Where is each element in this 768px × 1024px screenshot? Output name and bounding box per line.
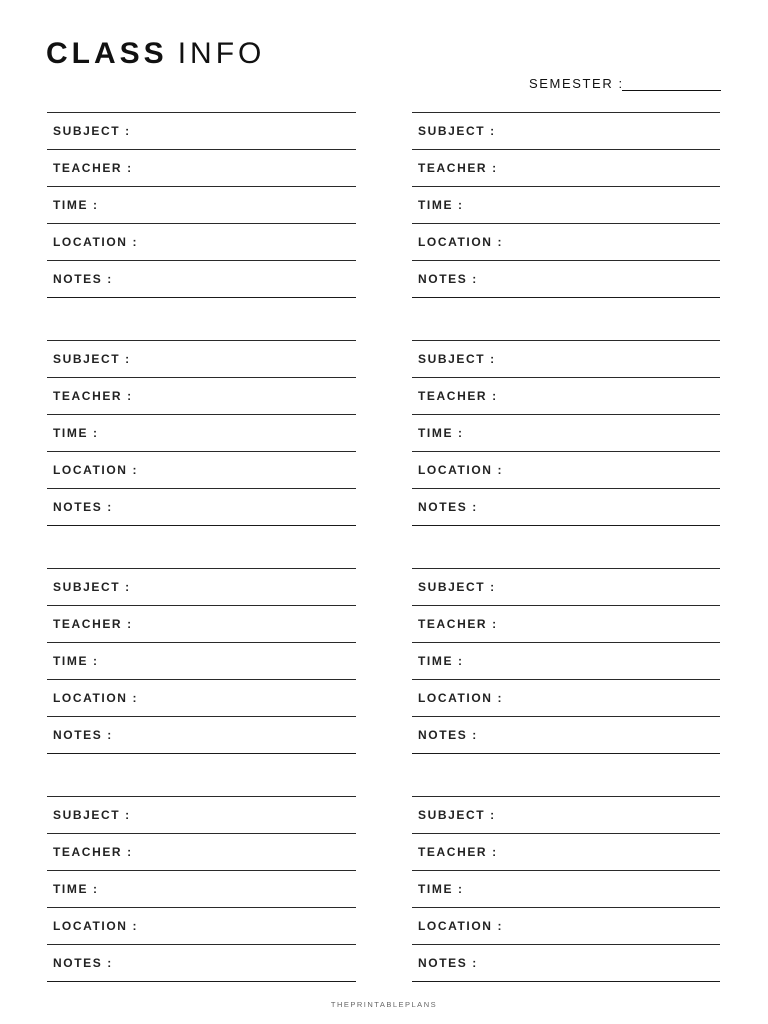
time-label: TIME : [418, 426, 464, 440]
subject-label: SUBJECT : [53, 580, 131, 594]
time-field[interactable] [412, 871, 720, 908]
notes-field[interactable] [47, 489, 356, 526]
time-field[interactable] [412, 643, 720, 680]
teacher-label: TEACHER : [53, 617, 133, 631]
time-label: TIME : [418, 654, 464, 668]
location-label: LOCATION : [53, 235, 139, 249]
title-bold: CLASS [46, 37, 168, 70]
notes-field[interactable] [47, 945, 356, 982]
title-light: INFO [177, 37, 266, 70]
location-label: LOCATION : [53, 691, 139, 705]
page-title [46, 36, 265, 72]
time-field[interactable] [47, 415, 356, 452]
location-field[interactable] [47, 224, 356, 261]
location-field[interactable] [47, 452, 356, 489]
notes-field[interactable] [412, 489, 720, 526]
teacher-label: TEACHER : [418, 161, 498, 175]
notes-field[interactable] [412, 717, 720, 754]
time-field[interactable] [47, 871, 356, 908]
notes-label: NOTES : [418, 500, 478, 514]
time-field[interactable] [47, 187, 356, 224]
location-field[interactable] [412, 680, 720, 717]
subject-label: SUBJECT : [418, 808, 496, 822]
notes-label: NOTES : [418, 956, 478, 970]
teacher-field[interactable] [47, 606, 356, 643]
notes-label: NOTES : [53, 272, 113, 286]
subject-field[interactable] [47, 341, 356, 378]
subject-field[interactable] [412, 113, 720, 150]
time-label: TIME : [418, 198, 464, 212]
teacher-label: TEACHER : [53, 161, 133, 175]
class-block [47, 796, 356, 982]
subject-label: SUBJECT : [418, 124, 496, 138]
time-field[interactable] [412, 187, 720, 224]
location-field[interactable] [47, 680, 356, 717]
notes-label: NOTES : [53, 956, 113, 970]
subject-field[interactable] [47, 113, 356, 150]
teacher-label: TEACHER : [418, 617, 498, 631]
footer-brand: THEPRINTABLEPLANS [330, 1000, 438, 1009]
class-block [47, 112, 356, 298]
subject-label: SUBJECT : [53, 124, 131, 138]
time-label: TIME : [53, 426, 99, 440]
location-label: LOCATION : [418, 463, 504, 477]
subject-field[interactable] [412, 569, 720, 606]
time-label: TIME : [53, 882, 99, 896]
time-label: TIME : [418, 882, 464, 896]
notes-label: NOTES : [418, 272, 478, 286]
teacher-field[interactable] [412, 150, 720, 187]
notes-label: NOTES : [418, 728, 478, 742]
class-block [47, 340, 356, 526]
location-label: LOCATION : [53, 463, 139, 477]
subject-field[interactable] [47, 569, 356, 606]
subject-field[interactable] [412, 797, 720, 834]
time-label: TIME : [53, 198, 99, 212]
class-blocks-grid [47, 112, 720, 982]
location-label: LOCATION : [418, 691, 504, 705]
semester-label: SEMESTER : [529, 76, 624, 91]
class-block [412, 340, 720, 526]
teacher-field[interactable] [47, 834, 356, 871]
subject-field[interactable] [412, 341, 720, 378]
class-block [412, 112, 720, 298]
semester-field[interactable] [529, 76, 624, 92]
time-label: TIME : [53, 654, 99, 668]
notes-label: NOTES : [53, 728, 113, 742]
notes-field[interactable] [412, 261, 720, 298]
teacher-field[interactable] [412, 378, 720, 415]
subject-label: SUBJECT : [53, 352, 131, 366]
notes-label: NOTES : [53, 500, 113, 514]
semester-write-line[interactable] [622, 90, 721, 91]
teacher-label: TEACHER : [53, 845, 133, 859]
location-field[interactable] [412, 452, 720, 489]
location-label: LOCATION : [418, 919, 504, 933]
location-field[interactable] [412, 908, 720, 945]
time-field[interactable] [412, 415, 720, 452]
location-field[interactable] [412, 224, 720, 261]
location-field[interactable] [47, 908, 356, 945]
time-field[interactable] [47, 643, 356, 680]
location-label: LOCATION : [418, 235, 504, 249]
notes-field[interactable] [47, 261, 356, 298]
teacher-field[interactable] [47, 378, 356, 415]
teacher-label: TEACHER : [53, 389, 133, 403]
class-block [47, 568, 356, 754]
teacher-label: TEACHER : [418, 845, 498, 859]
class-block [412, 568, 720, 754]
subject-field[interactable] [47, 797, 356, 834]
teacher-field[interactable] [47, 150, 356, 187]
notes-field[interactable] [47, 717, 356, 754]
location-label: LOCATION : [53, 919, 139, 933]
subject-label: SUBJECT : [53, 808, 131, 822]
class-block [412, 796, 720, 982]
teacher-field[interactable] [412, 834, 720, 871]
notes-field[interactable] [412, 945, 720, 982]
subject-label: SUBJECT : [418, 580, 496, 594]
teacher-label: TEACHER : [418, 389, 498, 403]
subject-label: SUBJECT : [418, 352, 496, 366]
teacher-field[interactable] [412, 606, 720, 643]
